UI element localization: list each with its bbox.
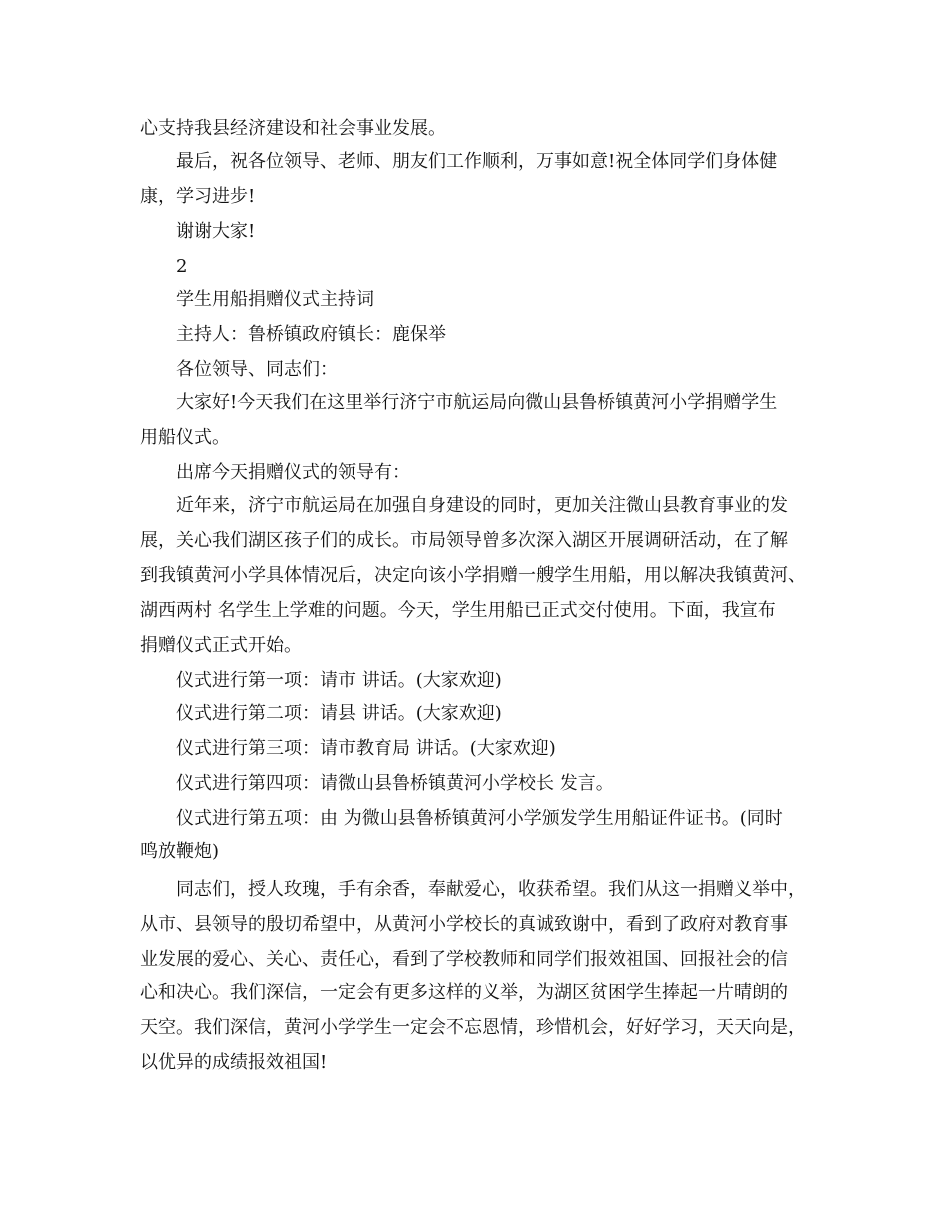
- text-line: 以优异的成绩报效祖国!: [140, 1052, 328, 1073]
- text-line: 出席今天捐赠仪式的领导有：: [176, 462, 410, 483]
- agenda-item: 仪式进行第五项：由 为微山县鲁桥镇黄河小学颁发学生用船证件证书。(同时: [176, 808, 783, 829]
- text-line: 康，学习进步!: [140, 186, 256, 207]
- text-line: 从市、县领导的殷切希望中，从黄河小学校长的真诚致谢中，看到了政府对教育事: [140, 914, 788, 935]
- text-line: 展，关心我们湖区孩子们的成长。市局领导曾多次深入湖区开展调研活动，在了解: [140, 530, 788, 551]
- host-line: 主持人：鲁桥镇政府镇长：鹿保举: [176, 324, 446, 345]
- text-line: 湖西两村 名学生上学难的问题。今天，学生用船已正式交付使用。下面，我宣布: [140, 600, 776, 621]
- text-line: 近年来，济宁市航运局在加强自身建设的同时，更加关注微山县教育事业的发: [176, 495, 788, 516]
- text-line: 谢谢大家!: [176, 221, 256, 242]
- text-line: 用船仪式。: [140, 427, 230, 448]
- text-line: 鸣放鞭炮): [140, 841, 220, 862]
- text-line: 最后，祝各位领导、老师、朋友们工作顺利，万事如意!祝全体同学们身体健: [176, 151, 778, 172]
- text-line: 心支持我县经济建设和社会事业发展。: [140, 118, 446, 139]
- text-line: 到我镇黄河小学具体情况后，决定向该小学捐赠一艘学生用船，用以解决我镇黄河、: [140, 565, 806, 586]
- agenda-item: 仪式进行第四项：请微山县鲁桥镇黄河小学校长 发言。: [176, 773, 614, 794]
- agenda-item: 仪式进行第三项：请市教育局 讲话。(大家欢迎): [176, 738, 556, 759]
- text-line: 心和决心。我们深信，一定会有更多这样的义举，为湖区贫困学生捧起一片晴朗的: [140, 982, 788, 1003]
- section-title: 学生用船捐赠仪式主持词: [176, 289, 374, 310]
- salutation: 各位领导、同志们：: [176, 359, 338, 380]
- agenda-item: 仪式进行第二项：请县 讲话。(大家欢迎): [176, 703, 502, 724]
- agenda-item: 仪式进行第一项：请市 讲话。(大家欢迎): [176, 670, 502, 691]
- text-line: 同志们，授人玫瑰，手有余香，奉献爱心，收获希望。我们从这一捐赠义举中，: [176, 879, 806, 900]
- text-line: 捐赠仪式正式开始。: [140, 635, 302, 656]
- text-line: 大家好!今天我们在这里举行济宁市航运局向微山县鲁桥镇黄河小学捐赠学生: [176, 392, 778, 413]
- text-line: 天空。我们深信，黄河小学学生一定会不忘恩情，珍惜机会，好好学习，天天向是，: [140, 1017, 806, 1038]
- page-number: 2: [176, 256, 188, 277]
- text-line: 业发展的爱心、关心、责任心，看到了学校教师和同学们报效祖国、回报社会的信: [140, 949, 788, 970]
